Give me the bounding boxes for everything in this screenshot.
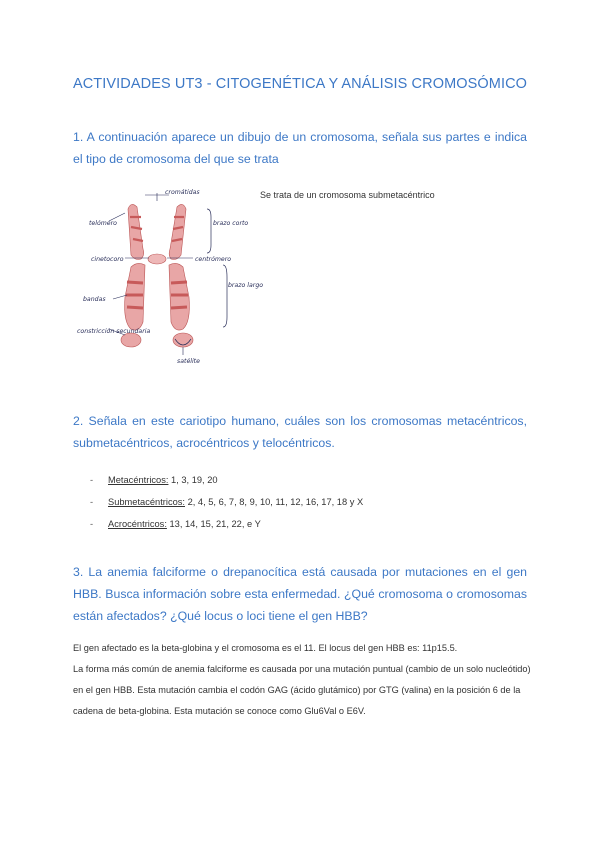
- label-bandas: bandas: [83, 296, 106, 303]
- list-item: - Submetacéntricos: 2, 4, 5, 6, 7, 8, 9, 10, 11, 12, 16, 17, 18 y X: [90, 497, 364, 507]
- list-item-key: Submetacéntricos:: [108, 497, 185, 507]
- label-telomero: telómero: [89, 220, 117, 227]
- answer-3: [73, 638, 533, 722]
- list-item-key: Acrocéntricos:: [108, 519, 167, 529]
- label-brazo-corto: brazo corto: [213, 220, 249, 227]
- label-centromero: centrómero: [195, 256, 232, 263]
- answer-3-line-2: La forma más común de anemia falciforme es causada por una mutación puntual (cambio de un solo nucleótido) en el gen HBB. Esta mutación cambia el codón GAG (ácido glutámico) por GTG (valina) en la posición 6 de la cadena de beta-globina. Esta mutación se conoce como Glu6Val o E6V.: [73, 664, 531, 716]
- list-item-value: 1, 3, 19, 20: [168, 475, 218, 485]
- list-item-value: 2, 4, 5, 6, 7, 8, 9, 10, 11, 12, 16, 17, 18 y X: [185, 497, 364, 507]
- label-satelite: satélite: [177, 358, 200, 365]
- label-brazo-largo: brazo largo: [228, 282, 264, 289]
- question-2: 2. Señala en este cariotipo humano, cuáles son los cromosomas metacéntricos, submetacéntricos, acrocéntricos y telocéntricos.: [73, 414, 527, 450]
- answer-3-line-1: El gen afectado es la beta-globina y el cromosoma es el 11. El locus del gen HBB es: 11p15.5.: [73, 643, 458, 653]
- list-item: - Acrocéntricos: 13, 14, 15, 21, 22, e Y: [90, 519, 261, 529]
- chromosome-figure: [73, 187, 264, 365]
- chromosome-type-list: [90, 472, 363, 538]
- list-item-key: Metacéntricos:: [108, 475, 169, 485]
- chromosome-drawing: [73, 187, 264, 365]
- label-cromatidas: cromátidas: [165, 189, 200, 196]
- list-item-value: 13, 14, 15, 21, 22, e Y: [166, 519, 261, 529]
- label-cinetocoro: cinetocoro: [91, 256, 124, 263]
- document-title: ACTIVIDADES UT3 - CITOGENÉTICA Y ANÁLISIS CROMOSÓMICO: [72, 76, 528, 92]
- label-constriccion: constricción secundaria: [77, 328, 151, 335]
- answer-1: Se trata de un cromosoma submetacéntrico: [260, 190, 435, 200]
- question-1: 1. A continuación aparece un dibujo de un cromosoma, señala sus partes e indica el tipo de cromosoma del que se trata: [73, 130, 527, 166]
- list-item: - Metacéntricos: 1, 3, 19, 20: [90, 475, 218, 485]
- question-3: 3. La anemia falciforme o drepanocítica está causada por mutaciones en el gen HBB. Busca información sobre esta enfermedad. ¿Qué cromosoma o cromosomas están afectados? ¿Qué locus o loci tiene el gen HBB?: [73, 565, 527, 623]
